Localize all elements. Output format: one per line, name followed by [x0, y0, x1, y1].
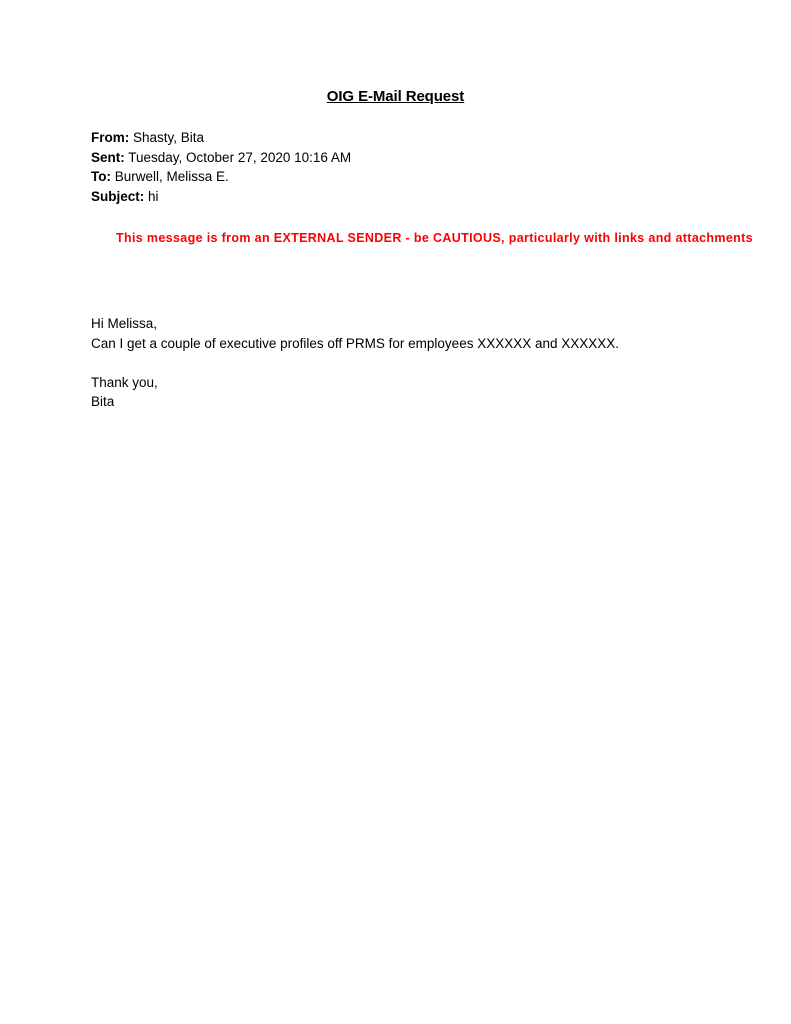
email-body: [91, 314, 619, 412]
email-header-subject-value: hi: [148, 188, 159, 204]
email-header-to: [91, 167, 351, 187]
email-body-spacer: [91, 353, 619, 373]
email-header-subject-label: Subject:: [91, 188, 145, 204]
email-header-sent-label: Sent:: [91, 149, 125, 165]
email-header-block: [91, 128, 351, 206]
email-header-from-label: From:: [91, 130, 130, 145]
email-body-signature: Bita: [91, 394, 115, 409]
page-title: [0, 88, 791, 105]
email-header-sent-value: Tuesday, October 27, 2020 10:16 AM: [128, 149, 352, 165]
email-header-sent: [91, 148, 351, 168]
email-body-greeting: Hi Melissa,: [91, 316, 158, 331]
page-title-text: OIG E-Mail Request: [326, 88, 465, 105]
email-body-line-1: Can I get a couple of executive profiles off PRMS for employees XXXXXX and XXXXXX.: [91, 335, 620, 351]
email-header-to-value: Burwell, Melissa E.: [114, 169, 229, 184]
external-sender-warning: This message is from an EXTERNAL SENDER - be CAUTIOUS, particularly with links and attachments: [116, 231, 753, 245]
email-header-subject: [91, 187, 351, 207]
email-header-from-value: Shasty, Bita: [133, 130, 205, 145]
email-header-from: [91, 128, 351, 148]
email-header-to-label: To:: [91, 169, 111, 184]
email-body-closing: Thank you,: [91, 374, 158, 390]
